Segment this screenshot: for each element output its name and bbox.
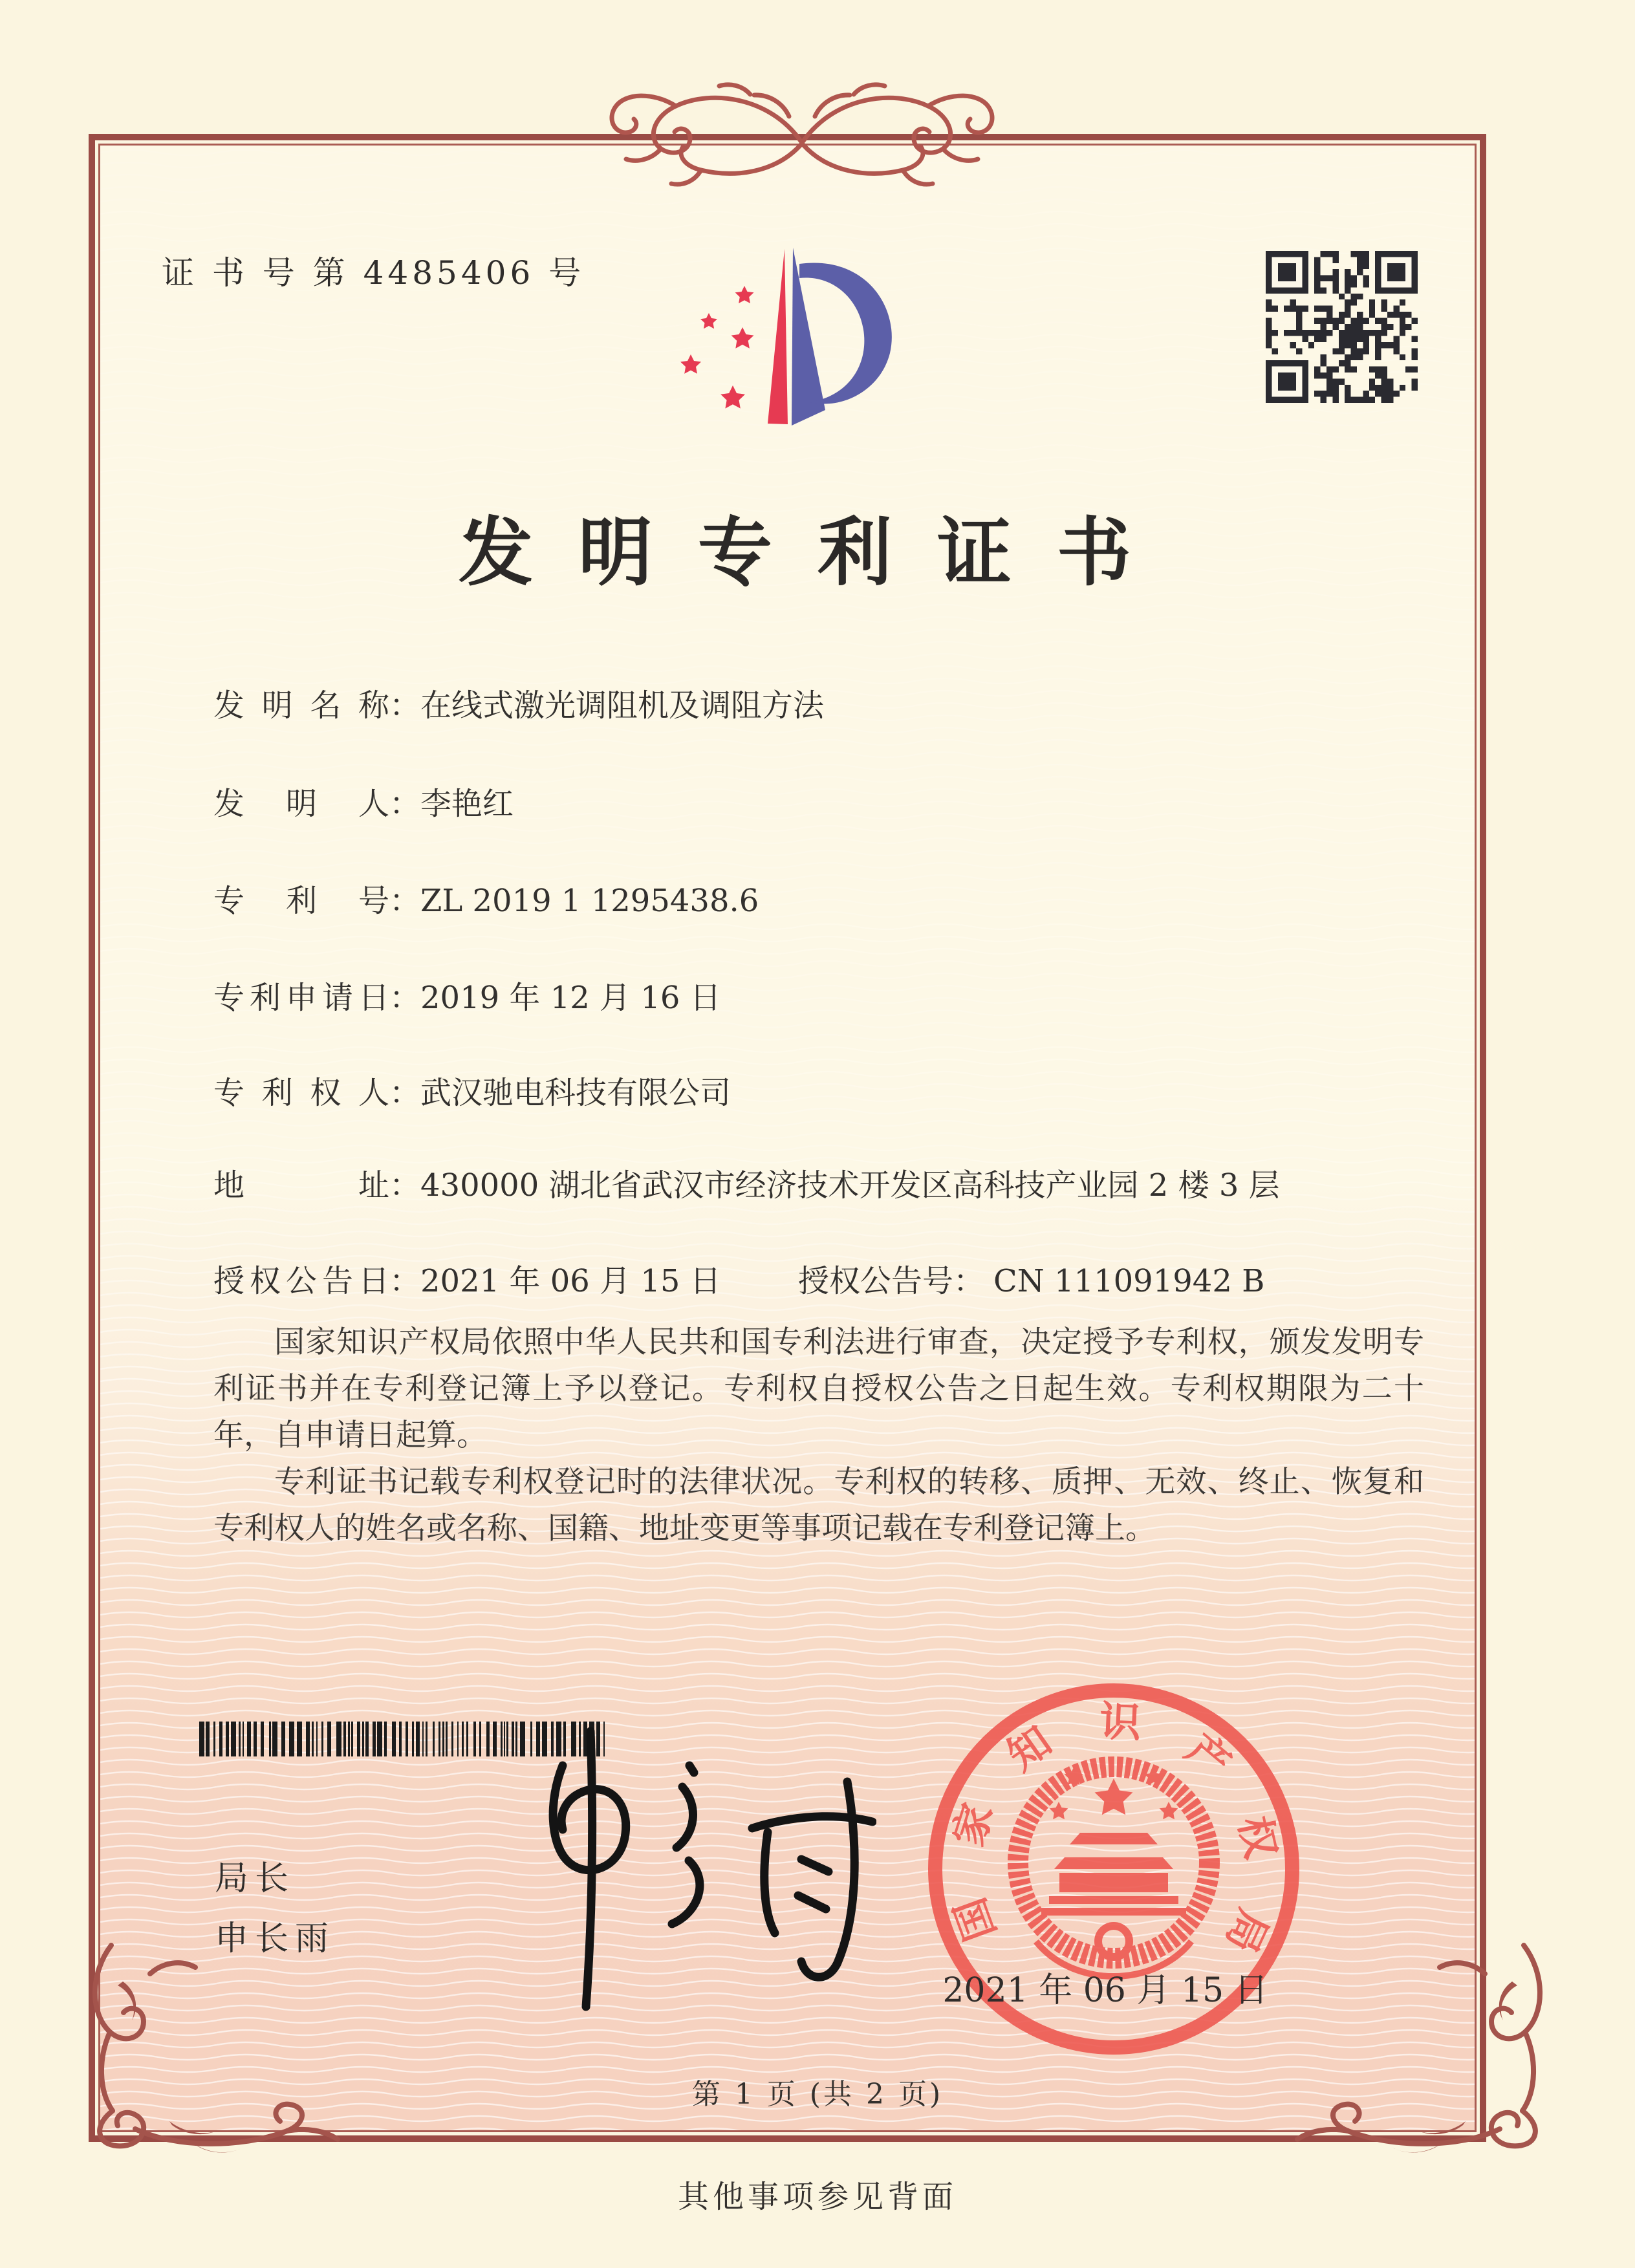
floral-corner-flourish-left [72, 1934, 370, 2154]
back-side-note: 其他事项参见背面 [677, 2179, 957, 2215]
svg-text:国: 国 [946, 1891, 1006, 1947]
field-colon: ： [389, 883, 421, 919]
svg-text:家: 家 [944, 1797, 1003, 1852]
field-colon: ： [389, 1263, 421, 1299]
certificate-number: 证 书 号 第 4485406 号 [162, 254, 585, 292]
field-label: 地址 [213, 1167, 389, 1204]
grant-number-label: 授权公告号 [798, 1263, 954, 1299]
field-row-patent-number [213, 880, 1441, 922]
field-row-inventor [213, 783, 1441, 825]
field-label: 发明名称 [213, 687, 389, 724]
logo-stars [680, 286, 753, 409]
grant-date-value: 2021 年 06 月 15 日 [420, 1263, 721, 1299]
field-colon: ： [389, 1075, 421, 1111]
certificate-title: 发明专利证书 [458, 509, 1176, 596]
seal-grant-date: 2021 年 06 月 15 日 [942, 1971, 1268, 2010]
field-colon: ： [389, 980, 421, 1016]
field-colon: ： [389, 786, 421, 822]
field-colon: ： [389, 687, 421, 724]
svg-text:产: 产 [1176, 1724, 1240, 1789]
commissioner-signature [475, 1704, 876, 2034]
svg-text:权: 权 [1229, 1811, 1286, 1863]
grant-number-group [798, 1260, 1264, 1302]
field-value: 在线式激光调阻机及调阻方法 [420, 687, 825, 724]
svg-text:知: 知 [999, 1716, 1061, 1780]
grant-number-value: CN 111091942 B [993, 1263, 1265, 1299]
field-row-filing-date [213, 977, 1441, 1019]
svg-text:识: 识 [1098, 1697, 1142, 1747]
field-value: 武汉驰电科技有限公司 [420, 1075, 731, 1111]
field-row-invention-name [213, 684, 1441, 727]
field-value: 430000 湖北省武汉市经济技术开发区高科技产业园 2 楼 3 层 [420, 1167, 1280, 1204]
floral-corner-flourish-right [1265, 1934, 1563, 2154]
national-emblem [1018, 1767, 1209, 1976]
logo-red-wedge [768, 249, 788, 424]
field-row-address [213, 1164, 1441, 1207]
legal-paragraph-2: 专利证书记载专利权登记时的法律状况。专利权的转移、质押、无效、终止、恢复和专利权人的姓名或名称、国籍、地址变更等事项记载在专利登记簿上。 [213, 1464, 1424, 1546]
field-colon: ： [953, 1263, 985, 1299]
field-label: 发明人 [213, 786, 389, 822]
field-value: ZL 2019 1 1295438.6 [420, 883, 759, 919]
grant-row [213, 1260, 1441, 1302]
field-colon: ： [389, 1167, 421, 1204]
dragon-scroll-ornament [556, 79, 1048, 192]
field-label: 专利申请日 [213, 980, 389, 1016]
legal-text-block [213, 1319, 1424, 1552]
qr-code [1266, 251, 1418, 403]
svg-text:局: 局 [1216, 1902, 1278, 1960]
field-label: 专利权人 [213, 1075, 389, 1111]
field-label: 专利号 [213, 883, 389, 919]
field-value: 李艳红 [420, 786, 514, 822]
cnipa-patent-logo [673, 238, 912, 432]
field-row-patentee [213, 1072, 1441, 1114]
commissioner-title: 局长 [215, 1859, 296, 1898]
cnipa-red-seal [920, 1675, 1308, 2063]
legal-paragraph-1: 国家知识产权局依照中华人民共和国专利法进行审查，决定授予专利权，颁发发明专利证书并在专利登记簿上予以登记。专利权自授权公告之日起生效。专利权期限为二十年，自申请日起算。 [213, 1324, 1424, 1453]
grant-date-label: 授权公告日 [213, 1263, 389, 1299]
commissioner-name: 申长雨 [215, 1919, 336, 1958]
field-value: 2019 年 12 月 16 日 [420, 980, 721, 1016]
page-number: 第 1 页 (共 2 页) [691, 2078, 944, 2111]
